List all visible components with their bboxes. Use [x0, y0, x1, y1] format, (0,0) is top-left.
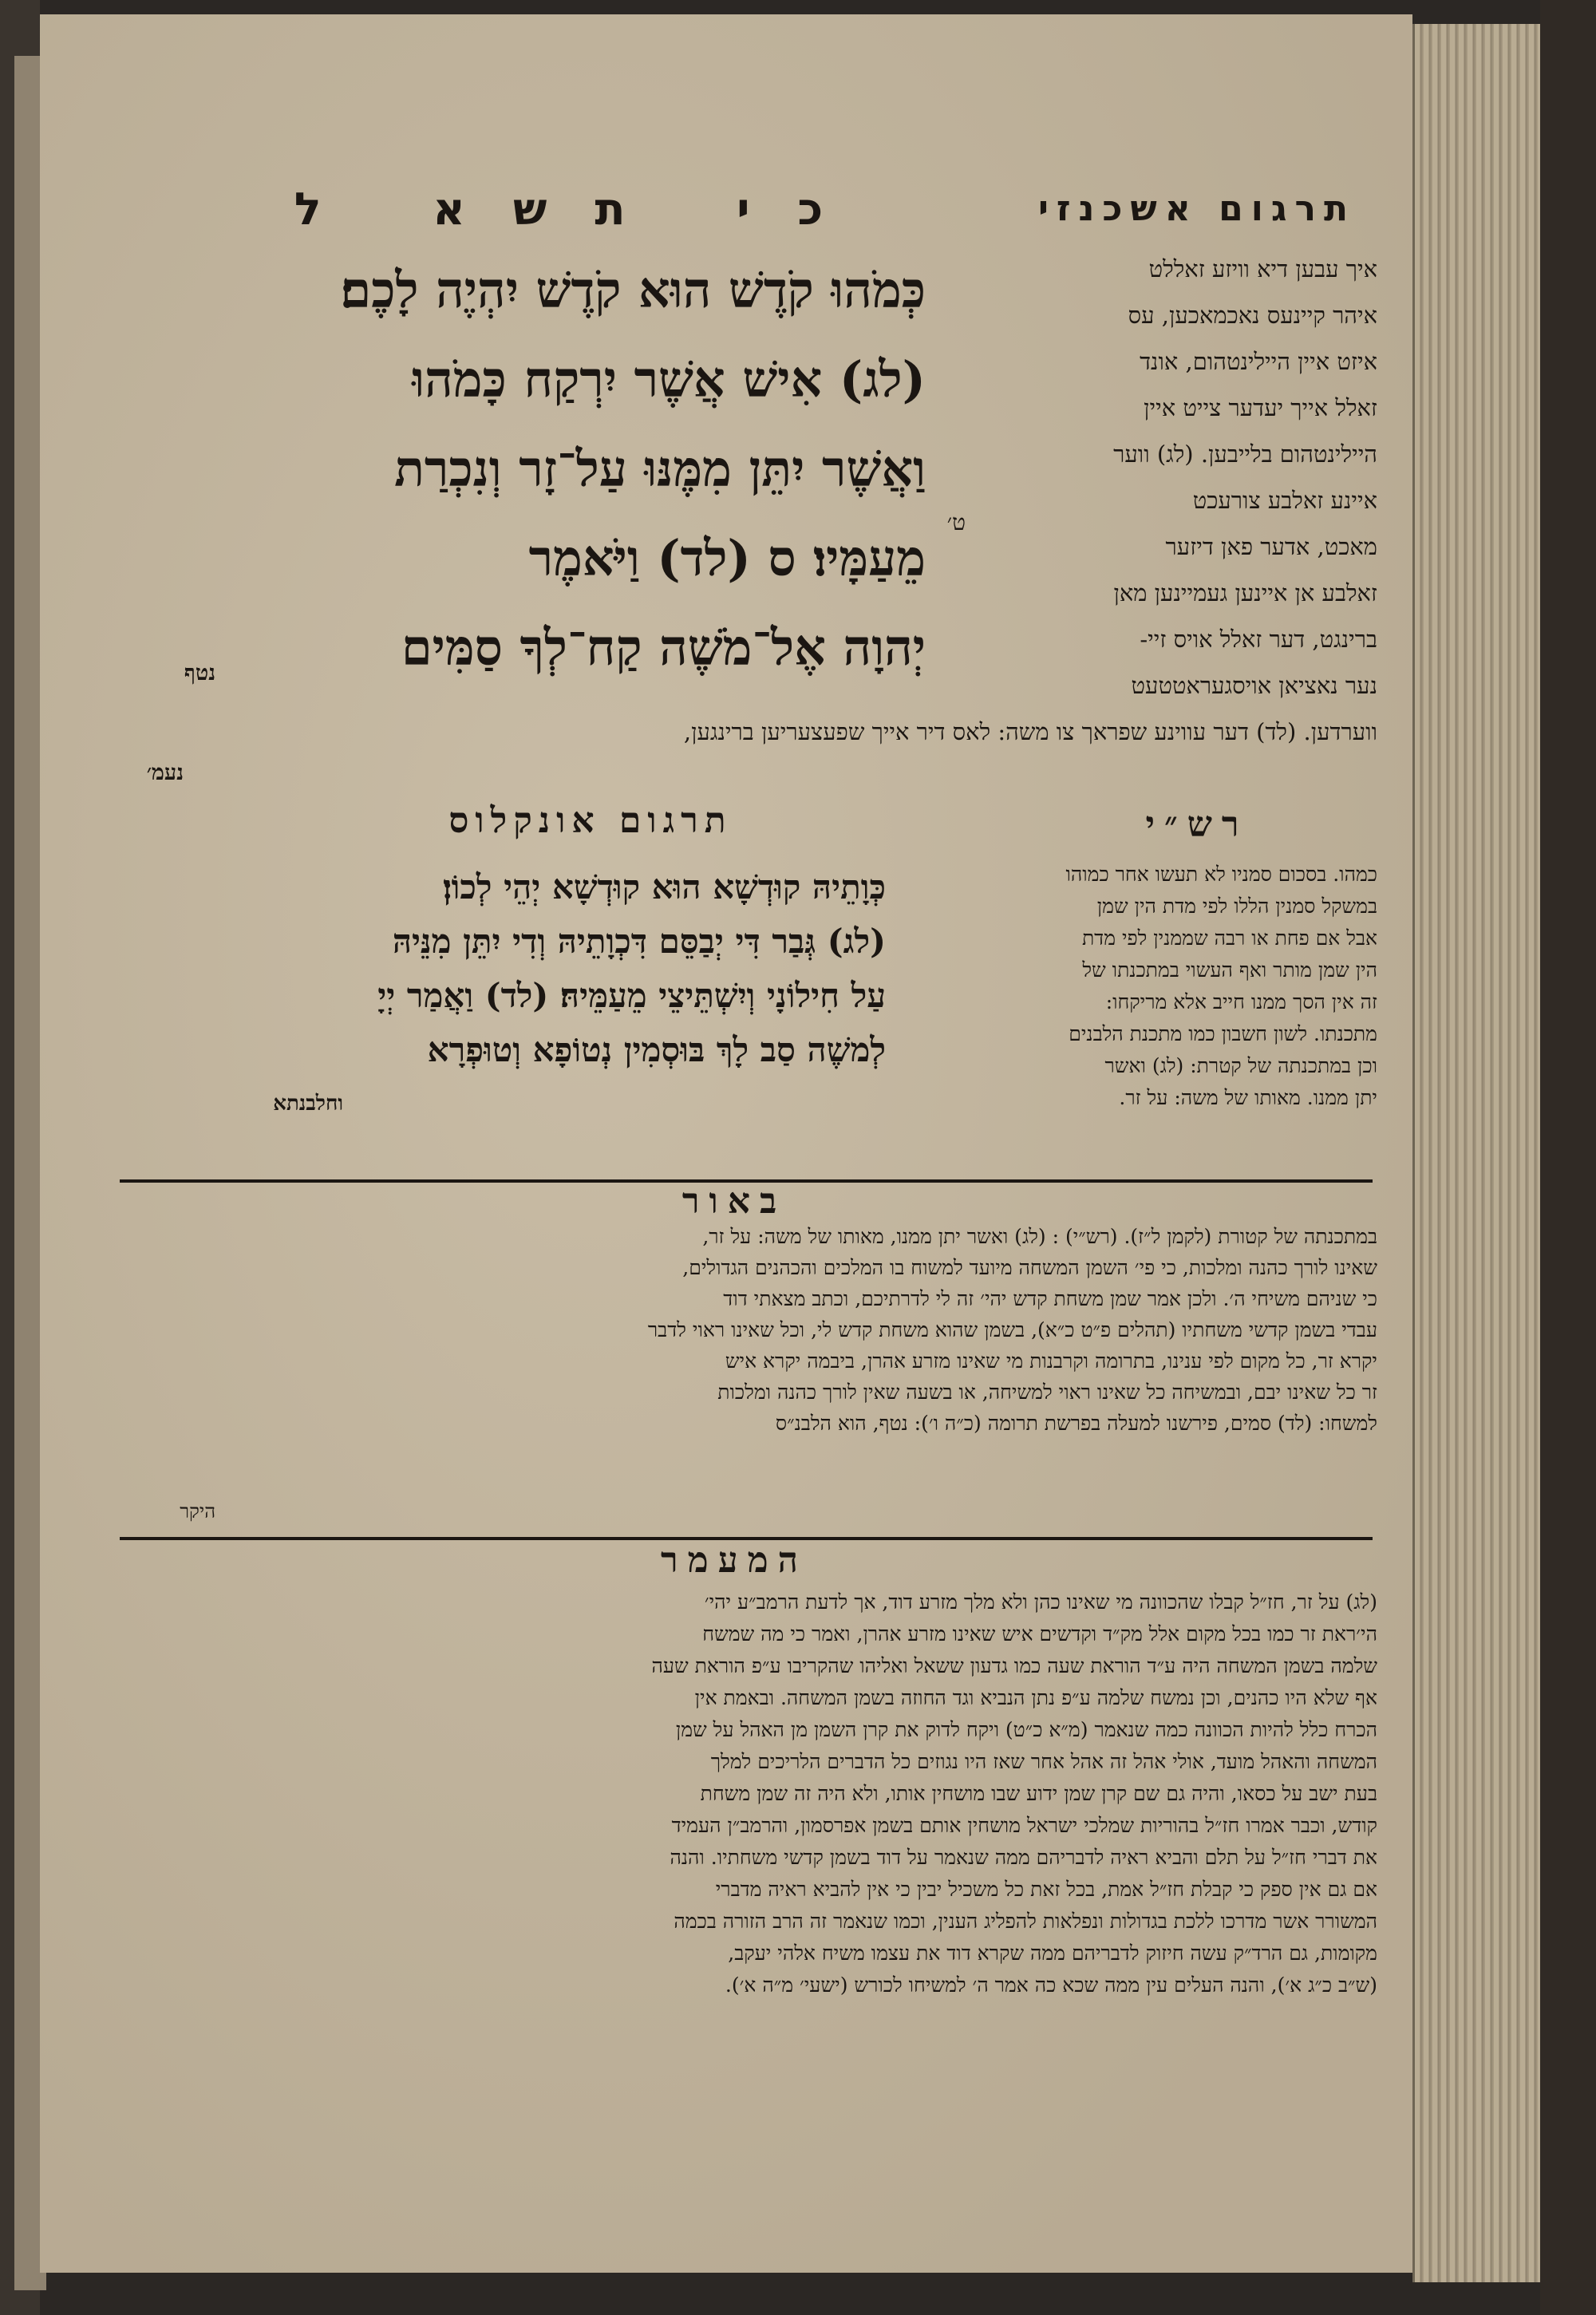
onkelos-column [120, 860, 886, 1077]
beur-line: זר כל שאינו יבם, ובמשיחה כל שאינו ראוי למשיחה, או בשעה שאין לורך כהנה ומלכות [717, 1381, 1377, 1404]
tirgum-line: מאכט, אדער פאן דיזער [1165, 533, 1377, 560]
bible-line: (לג) אִישׁ אֲשֶׁר יִרְקַח כָּמֹהוּ [412, 350, 926, 409]
hameamer-line: מקומות, גם הרד״ק עשה חיזוק לדבריהם ממה שקרא דוד את עצמו משיח אלהי יעקב, [728, 1942, 1377, 1965]
rashi-line: במשקל סמנין הללו לפי מדת הין שמן [1096, 895, 1377, 918]
tirgum-line: זאלבע אן איינען געמיינען מאן [1113, 579, 1377, 606]
tirgum-line: נער נאציאן אויסגעראטטעט [1131, 672, 1377, 699]
bible-line: וַאֲשֶׁר יִתֵּן מִמֶּנּוּ עַל־זָר וְנִכְרַת [394, 440, 926, 498]
tirgum-ashkenazi-column [978, 246, 1377, 709]
onkelos-line: (לג) גְּבַר דִּי יְבַסֵּם דִּכְוָתֵיהּ וְדִי יִתֵּן מִנֵּיהּ [392, 922, 886, 961]
hameamer-line: אף שלא היו כהנים, וכן נמשח שלמה ע״פ נתן הנביא וגד החוזה בשמן המשחה. ובאמת אין [694, 1686, 1377, 1709]
header-tirgum-ashkenazi: תרגום אשכנזי [1037, 188, 1357, 229]
tirgum-catchword: נעמ׳ [146, 760, 184, 785]
tirgum-line: היילינטהום בלייבען. (לג) ווער [1113, 440, 1377, 468]
rashi-line: הין שמן מותר ואף העשוי במתכנתו של [1082, 958, 1377, 982]
rashi-line: יתן ממנו. מאותו של משה: על זר. [1119, 1086, 1377, 1109]
book-page [40, 14, 1412, 2273]
hameamer-line: את דברי חז״ל על תלם והביא ראיה לדבריהם ממה שנאמר על דוד בשמן קדשי משחתיו. והנה [670, 1846, 1377, 1869]
tirgum-line: ווערדען. (לד) דער עווינע שפראך צו משה: לאס דיר אייך שפעצעריען ברינגען, [683, 718, 1377, 745]
tirgum-ashkenazi-full-line [132, 709, 1377, 755]
hameamer-line: המשחה והאהל מועד, אולי אהל זה אהל אחר שאז היו נגוזים כל הדברים הלריכים למלך [710, 1750, 1377, 1773]
onkelos-line: כְּוָתֵיהּ קוּדְשָׁא הוּא קוּדְשָׁא יְהֵי לְכוֹן׃ [442, 867, 886, 907]
tirgum-line: איזט איין היילינטהום, אונד [1140, 348, 1377, 375]
onkelos-title: תרגום אונקלוס [448, 800, 733, 841]
bible-line: מֵעַמָּיו׃ ס (לד) וַיֹּאמֶר [528, 529, 926, 587]
hameamer-line: (לג) על זר, חז״ל קבלו שהכוונה מי שאינו כהן ולא מלך מזרע דוד, אך לדעת הרמב״ע יהי׳ [704, 1590, 1377, 1614]
beur-line: במתכנתה של קטורת (לקמן ל״ז). (רש״י) : (לג) ואשר יתן ממנו, מאותו של משה: על זר, [702, 1225, 1377, 1248]
hameamer-line: שלמה בשמן המשחה היה ע״ד הוראת שעה כמו גדעון ששאל ואליהו שהקריבו ע״פ הוראת שעה [651, 1654, 1377, 1677]
rashi-line: כמהו. בסכום סמניו לא תעשו אחר כמוהו [1065, 863, 1377, 886]
beur-column [117, 1221, 1377, 1439]
hameamer-line: הכרח כלל להיות הכוונה כמה שנאמר (מ״א כ״ט) ויקח לדוק את קרן השמן מן האהל על שמן [675, 1718, 1377, 1741]
hameamer-line: המשורר אשר מדרכו ללכת בגדולות ונפלאות להפליג הענין, וכמו שנאמר זה הרב הזורה בכמה [674, 1910, 1377, 1933]
hameamer-line: קודש, וכבר אמרו חז״ל בהוריות שמלכי ישראל מושחין אותם בשמן אפרסמון, והרמב״ן העמיד [671, 1814, 1377, 1837]
hameamer-line: אם גם אין ספק כי קבלת חז״ל אמת, בכל זאת כל משכיל יבין כי אין להביא ראיה מדברי [715, 1878, 1377, 1901]
onkelos-catchword: וחלבנתא [273, 1092, 343, 1116]
tirgum-line: איהר קיינעס נאכמאכען, עס [1128, 302, 1377, 329]
beur-catchword: היקר [180, 1500, 215, 1523]
beur-line: עבדי בשמן קדשי משחתיו (תהלים פ״ט כ״א), בשמן שהוא משחת קדש לי, וכל שאינו ראוי לדבר [647, 1318, 1377, 1341]
bible-text-column [120, 246, 926, 693]
bible-catchword: נטף [184, 661, 215, 685]
hameamer-line: (ש״ב כ״ג א׳), והנה העלים עין ממה שכא כה אמר ה׳ למשיחו לכורש (ישעי׳ מ״ה א׳). [725, 1973, 1377, 1997]
tirgum-line: זאלל אייך יעדער צייט איין [1144, 394, 1377, 421]
beur-line: שאינו לורך כהנה ומלכות, כי פי׳ השמן המשחה מיועד למשוח בו המלכים והכהנים הגדולים, [682, 1256, 1377, 1279]
rashi-column [907, 859, 1377, 1114]
hameamer-column [117, 1586, 1377, 2001]
header-parsha-title: כי תשא ל [294, 184, 871, 235]
rashi-line: אבל אם פחת או רבה שממנין לפי מדת [1081, 926, 1377, 950]
tirgum-line: איך עבען דיא וויזע זאללט [1148, 255, 1377, 282]
bible-line: יְהוָה אֶל־מֹשֶׁה קַח־לְךָ סַמִּים [401, 618, 926, 677]
book-cover-right [1540, 0, 1596, 2315]
tirgum-line: איינע זאלבע צורעכט [1192, 487, 1377, 514]
tirgum-line: ברינגט, דער זאלל אויס זיי- [1140, 626, 1377, 653]
beur-line: יקרא זר, כל מקום לפי ענינו, בתרומה וקרבנות מי שאינו מזרע אהרן, ביבמה יקרא איש [725, 1349, 1377, 1373]
rashi-line: זה אין הסך ממנו חייב אלא מריקחו: [1105, 990, 1377, 1013]
hameamer-title: המעמר [661, 1540, 808, 1581]
beur-line: כי שניהם משיחי ה׳. ולכן אמר שמן משחת קדש יהי׳ זה לי לדרתיכם, וכתב מצאתי דוד [723, 1287, 1377, 1310]
rashi-line: מתכנתו. לשון חשבון כמו מתכנת הלבנים [1069, 1022, 1377, 1045]
beur-title: באור [681, 1181, 787, 1222]
beur-line: למשחו: (לד) סמים, פירשנו למעלה בפרשת תרומה (כ״ה ו׳): נטף, הוא הלבנ״ס [775, 1412, 1377, 1435]
hameamer-line: הי׳ראת זר כמו בכל מקום אלל מק״ד וקדשים איש שאינו מזרע אהרן, ואמר כי מה שמשח [702, 1622, 1377, 1645]
hameamer-line: בעת ישב על כסאו, והיה גם שם קרן שמן ידוע שבו מושחין אותו, ולא היה זה שמן משחת [700, 1782, 1377, 1805]
onkelos-line: עַל חִילוֹנָי וְיִשְׁתֵּיצֵי מֵעַמֵּיהּ׃ (לד) וַאֲמַר יְיָ [377, 976, 886, 1015]
verse-marker: ט׳ [946, 509, 966, 535]
onkelos-line: לְמשֶׁה סַב לָךְ בּוּסְמִין נְטוֹפָא וְטוּפְרָא [427, 1030, 886, 1069]
bible-line: כְּמֹהוּ קֹדֶשׁ הוּא קֹדֶשׁ יִהְיֶה לָכֶם׃ [340, 261, 926, 319]
rashi-title: רש״י [1145, 804, 1249, 845]
page-edges-right [1412, 24, 1551, 2282]
rashi-line: וכן במתכנתה של קטרת: (לג) ואשר [1104, 1054, 1377, 1077]
